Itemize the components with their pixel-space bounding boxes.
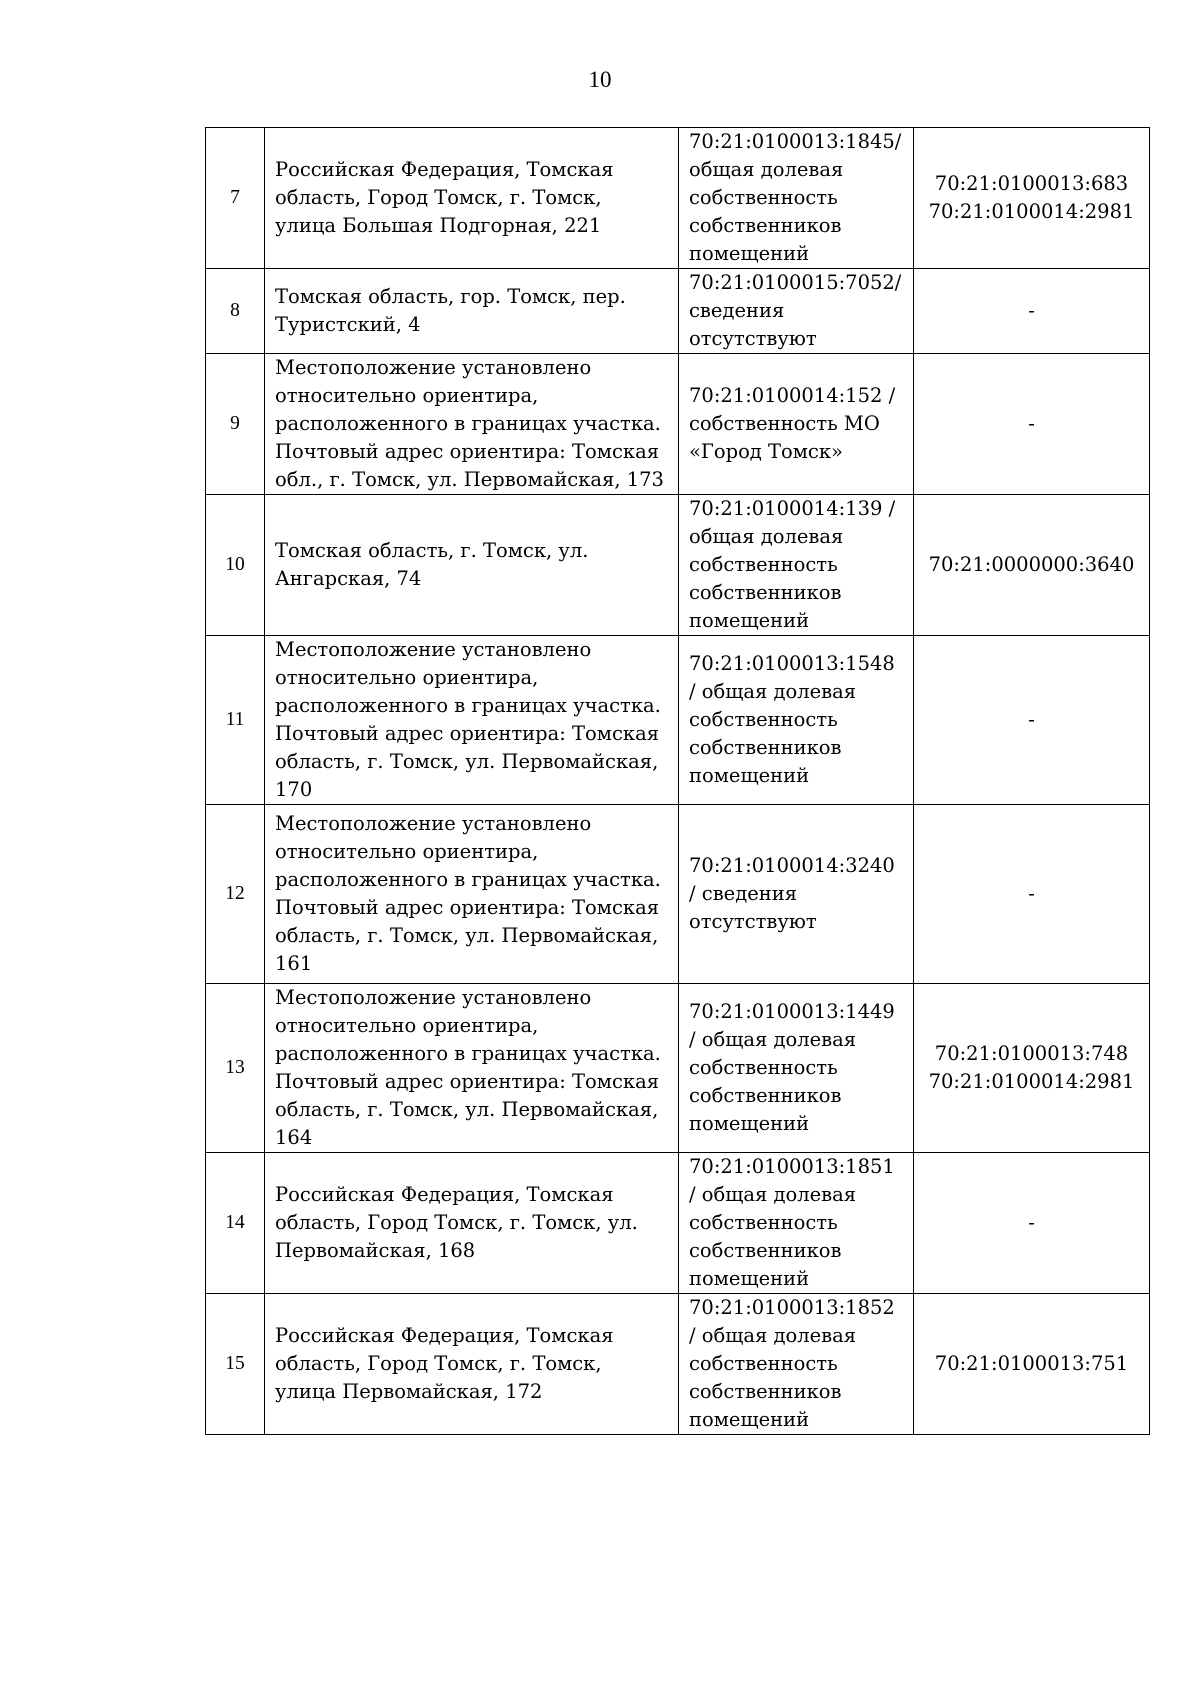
- related-line: 70:21:0100013:748: [934, 1042, 1129, 1065]
- cadastral-cell: [679, 1294, 914, 1435]
- address-line: 170: [275, 778, 313, 801]
- related-cadastral-cell: [914, 495, 1150, 636]
- cadastral-line: помещений: [689, 1408, 810, 1431]
- related-line: -: [1028, 299, 1035, 322]
- related-cadastral-cell: [914, 128, 1150, 269]
- address-line: расположенного в границах участка.: [275, 868, 661, 891]
- address-line: Местоположение установлено: [275, 812, 592, 835]
- address-line: Ангарская, 74: [275, 567, 422, 590]
- address-cell: [265, 805, 679, 984]
- related-cadastral-cell: [914, 1153, 1150, 1294]
- cadastral-line: 70:21:0100014:139 /: [689, 497, 896, 520]
- page-number: 10: [588, 67, 612, 92]
- cadastral-cell: [679, 495, 914, 636]
- address-line: Почтовый адрес ориентира: Томская: [275, 440, 660, 463]
- table-row: [206, 495, 1150, 636]
- address-cell: [265, 1153, 679, 1294]
- cadastral-line: / общая долевая: [689, 1183, 857, 1206]
- related-cadastral-cell: [914, 984, 1150, 1153]
- row-number-cell: 9: [206, 354, 265, 495]
- cadastral-line: собственников: [689, 1380, 842, 1403]
- related-line: 70:21:0100014:2981: [928, 200, 1135, 223]
- cadastral-line: помещений: [689, 242, 810, 265]
- cadastral-line: собственников: [689, 1084, 842, 1107]
- address-line: область, Город Томск, г. Томск,: [275, 186, 602, 209]
- cadastral-line: / сведения: [689, 882, 798, 905]
- related-line: 70:21:0000000:3640: [928, 553, 1135, 576]
- address-line: расположенного в границах участка.: [275, 1042, 661, 1065]
- cadastral-line: помещений: [689, 609, 810, 632]
- table-row: [206, 269, 1150, 354]
- cadastral-cell: [679, 128, 914, 269]
- cadastral-cell: [679, 1153, 914, 1294]
- address-cell: [265, 495, 679, 636]
- related-line: 70:21:0100013:751: [934, 1352, 1129, 1375]
- address-cell: [265, 636, 679, 805]
- address-line: Российская Федерация, Томская: [275, 158, 614, 181]
- address-line: Туристский, 4: [275, 313, 421, 336]
- cadastral-line: отсутствуют: [689, 910, 817, 933]
- row-number-cell: 13: [206, 984, 265, 1153]
- address-line: Почтовый адрес ориентира: Томская: [275, 722, 660, 745]
- row-number-cell: 10: [206, 495, 265, 636]
- related-line: -: [1028, 1211, 1035, 1234]
- cadastral-line: «Город Томск»: [689, 440, 843, 463]
- cadastral-line: отсутствуют: [689, 327, 817, 350]
- related-cadastral-cell: [914, 354, 1150, 495]
- cadastral-line: 70:21:0100014:152 /: [689, 384, 896, 407]
- address-line: относительно ориентира,: [275, 384, 539, 407]
- cadastral-line: / общая долевая: [689, 1324, 857, 1347]
- address-line: расположенного в границах участка.: [275, 412, 661, 435]
- row-number-cell: 14: [206, 1153, 265, 1294]
- table-row: [206, 984, 1150, 1153]
- address-line: Местоположение установлено: [275, 986, 592, 1009]
- address-line: Томская область, г. Томск, ул.: [275, 539, 589, 562]
- address-line: улица Первомайская, 172: [275, 1380, 543, 1403]
- address-line: Томская область, гор. Томск, пер.: [275, 285, 626, 308]
- related-cadastral-cell: [914, 636, 1150, 805]
- table-row: [206, 128, 1150, 269]
- address-line: расположенного в границах участка.: [275, 694, 661, 717]
- address-line: область, г. Томск, ул. Первомайская,: [275, 1098, 659, 1121]
- cadastral-line: собственность МО: [689, 412, 880, 435]
- address-line: 164: [275, 1126, 313, 1149]
- address-line: относительно ориентира,: [275, 1014, 539, 1037]
- row-number-cell: 15: [206, 1294, 265, 1435]
- cadastral-line: общая долевая: [689, 525, 844, 548]
- cadastral-line: собственность: [689, 1056, 838, 1079]
- cadastral-line: 70:21:0100013:1851: [689, 1155, 895, 1178]
- address-line: Российская Федерация, Томская: [275, 1183, 614, 1206]
- cadastral-line: собственников: [689, 736, 842, 759]
- cadastral-line: собственность: [689, 1211, 838, 1234]
- cadastral-line: 70:21:0100013:1449: [689, 1000, 895, 1023]
- row-number-cell: 7: [206, 128, 265, 269]
- address-line: Местоположение установлено: [275, 356, 592, 379]
- address-line: 161: [275, 952, 313, 975]
- cadastral-cell: [679, 805, 914, 984]
- row-number-cell: 11: [206, 636, 265, 805]
- cadastral-line: / общая долевая: [689, 1028, 857, 1051]
- address-line: область, Город Томск, г. Томск,: [275, 1352, 602, 1375]
- row-number-cell: 8: [206, 269, 265, 354]
- cadastral-line: собственность: [689, 186, 838, 209]
- row-number-cell: 12: [206, 805, 265, 984]
- address-line: улица Большая Подгорная, 221: [275, 214, 602, 237]
- address-line: Первомайская, 168: [275, 1239, 476, 1262]
- related-cadastral-cell: [914, 805, 1150, 984]
- related-cadastral-cell: [914, 1294, 1150, 1435]
- related-line: 70:21:0100014:2981: [928, 1070, 1135, 1093]
- address-line: относительно ориентира,: [275, 666, 539, 689]
- cadastral-line: 70:21:0100014:3240: [689, 854, 895, 877]
- table-row: [206, 805, 1150, 984]
- cadastral-line: 70:21:0100013:1845/: [689, 130, 902, 153]
- related-line: -: [1028, 412, 1035, 435]
- table-row: [206, 636, 1150, 805]
- cadastral-line: собственность: [689, 553, 838, 576]
- cadastral-line: помещений: [689, 764, 810, 787]
- address-cell: [265, 269, 679, 354]
- cadastral-cell: [679, 984, 914, 1153]
- cadastral-line: общая долевая: [689, 158, 844, 181]
- cadastral-cell: [679, 354, 914, 495]
- cadastral-line: 70:21:0100013:1852: [689, 1296, 895, 1319]
- table-row: [206, 354, 1150, 495]
- address-line: область, г. Томск, ул. Первомайская,: [275, 750, 659, 773]
- cadastral-line: 70:21:0100015:7052/: [689, 271, 902, 294]
- address-cell: [265, 128, 679, 269]
- cadastral-cell: [679, 269, 914, 354]
- cadastral-line: сведения: [689, 299, 785, 322]
- table-row: [206, 1294, 1150, 1435]
- related-line: -: [1028, 882, 1035, 905]
- address-line: Почтовый адрес ориентира: Томская: [275, 896, 660, 919]
- cadastral-cell: [679, 636, 914, 805]
- table-row: [206, 1153, 1150, 1294]
- address-cell: [265, 984, 679, 1153]
- address-line: относительно ориентира,: [275, 840, 539, 863]
- cadastral-line: помещений: [689, 1112, 810, 1135]
- cadastral-line: собственников: [689, 214, 842, 237]
- address-cell: [265, 1294, 679, 1435]
- cadastral-line: собственников: [689, 581, 842, 604]
- address-line: Почтовый адрес ориентира: Томская: [275, 1070, 660, 1093]
- cadastral-line: собственность: [689, 1352, 838, 1375]
- cadastral-line: собственников: [689, 1239, 842, 1262]
- land-plots-table: [205, 127, 1150, 1435]
- cadastral-line: помещений: [689, 1267, 810, 1290]
- related-cadastral-cell: [914, 269, 1150, 354]
- address-line: обл., г. Томск, ул. Первомайская, 173: [275, 468, 664, 491]
- cadastral-line: собственность: [689, 708, 838, 731]
- address-line: область, г. Томск, ул. Первомайская,: [275, 924, 659, 947]
- address-line: Местоположение установлено: [275, 638, 592, 661]
- related-line: -: [1028, 708, 1035, 731]
- cadastral-line: 70:21:0100013:1548: [689, 652, 895, 675]
- cadastral-line: / общая долевая: [689, 680, 857, 703]
- address-cell: [265, 354, 679, 495]
- address-line: Российская Федерация, Томская: [275, 1324, 614, 1347]
- related-line: 70:21:0100013:683: [934, 172, 1129, 195]
- address-line: область, Город Томск, г. Томск, ул.: [275, 1211, 638, 1234]
